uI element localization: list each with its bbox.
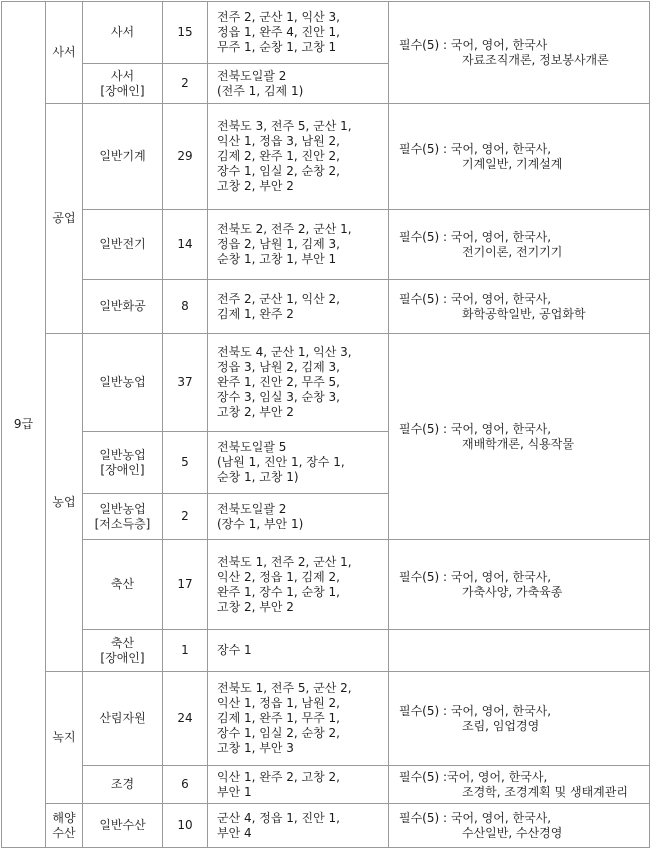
count-cell: 37 [163, 334, 208, 432]
subject-name: 일반농업 [장애인] [83, 432, 163, 494]
subject-name: 사서 [장애인] [83, 64, 163, 104]
subject-name: 일반전기 [83, 210, 163, 280]
elective-subjects: 조경학, 조경계획 및 생태계관리 [462, 784, 628, 799]
count-cell: 2 [163, 494, 208, 540]
table-row [2, 672, 650, 766]
table-row [2, 334, 650, 432]
subject-name: 일반기계 [83, 104, 163, 210]
regions-cell: 전주 2, 군산 1, 익산 3, 정읍 1, 완주 4, 진안 1, 무주 1, 순창 1, 고창 1 [208, 2, 389, 64]
elective-subjects: 자료조직개론, 정보봉사개론 [462, 52, 609, 67]
subject-name: 일반농업 [83, 334, 163, 432]
table-row [2, 2, 650, 64]
count-cell: 15 [163, 2, 208, 64]
required-subjects: 필수(5) : 국어, 영어, 한국사, [399, 810, 552, 825]
elective-subjects: 전기이론, 전기기기 [462, 244, 563, 259]
subject-name: 축산 [장애인] [83, 630, 163, 672]
series-fisheries: 해양 수산 [46, 804, 83, 848]
elective-subjects: 조림, 임업경영 [462, 718, 540, 733]
exam-subjects-cell [389, 280, 650, 334]
required-subjects: 필수(5) : 국어, 영어, 한국사, [399, 569, 552, 584]
required-subjects: 필수(5) :국어, 영어, 한국사, [399, 769, 548, 784]
elective-subjects: 화학공학일반, 공업화학 [462, 306, 586, 321]
table-row [2, 104, 650, 210]
exam-subjects-cell [389, 210, 650, 280]
regions-cell: 익산 1, 완주 2, 고창 2, 부안 1 [208, 766, 389, 804]
regions-cell: 군산 4, 정읍 1, 진안 1, 부안 4 [208, 804, 389, 848]
required-subjects: 필수(5) : 국어, 영어, 한국사, [399, 141, 552, 156]
regions-cell: 장수 1 [208, 630, 389, 672]
subject-name: 일반농업 [저소득층] [83, 494, 163, 540]
elective-subjects: 기계일반, 기계설계 [462, 156, 563, 171]
required-subjects: 필수(5) : 국어, 영어, 한국사, [399, 421, 552, 436]
regions-cell: 전주 2, 군산 1, 익산 2, 김제 1, 완주 2 [208, 280, 389, 334]
required-subjects: 필수(5) : 국어, 영어, 한국사, [399, 229, 552, 244]
elective-subjects: 수산일반, 수산경영 [462, 825, 563, 840]
subject-name: 일반수산 [83, 804, 163, 848]
exam-subjects-cell [389, 672, 650, 766]
regions-cell: 전북도 4, 군산 1, 익산 3, 정읍 3, 남원 2, 김제 3, 완주 1, 진안 2, 무주 5, 장수 3, 임실 3, 순창 3, 고창 2, 부안 2 [208, 334, 389, 432]
exam-subjects-cell [389, 104, 650, 210]
regions-cell: 전북도일괄 2 (전주 1, 김제 1) [208, 64, 389, 104]
required-subjects: 필수(5) : 국어, 영어, 한국사, [399, 703, 552, 718]
table-row [2, 210, 650, 280]
table-row [2, 280, 650, 334]
subject-name: 산림자원 [83, 672, 163, 766]
recruitment-table [1, 1, 650, 848]
exam-subjects-cell [389, 2, 650, 104]
table-row [2, 630, 650, 672]
count-cell: 14 [163, 210, 208, 280]
count-cell: 8 [163, 280, 208, 334]
exam-subjects-cell [389, 766, 650, 804]
subject-name: 축산 [83, 540, 163, 630]
regions-cell: 전북도일괄 5 (남원 1, 진안 1, 장수 1, 순창 1, 고창 1) [208, 432, 389, 494]
required-subjects: 필수(5) : 국어, 영어, 한국사, [399, 291, 552, 306]
count-cell: 10 [163, 804, 208, 848]
series-agriculture: 농업 [46, 334, 83, 672]
count-cell: 5 [163, 432, 208, 494]
table-row [2, 540, 650, 630]
count-cell: 17 [163, 540, 208, 630]
grade-cell: 9급 [2, 2, 46, 848]
table-row [2, 766, 650, 804]
table-row [2, 804, 650, 848]
elective-subjects: 가축사양, 가축육종 [462, 584, 563, 599]
regions-cell: 전북도 1, 전주 2, 군산 1, 익산 2, 정읍 1, 김제 2, 완주 1, 장수 1, 순창 1, 고창 2, 부안 2 [208, 540, 389, 630]
series-librarian: 사서 [46, 2, 83, 104]
exam-subjects-empty [389, 630, 650, 672]
required-subjects: 필수(5) : 국어, 영어, 한국사 [399, 37, 548, 52]
subject-name: 조경 [83, 766, 163, 804]
count-cell: 2 [163, 64, 208, 104]
count-cell: 24 [163, 672, 208, 766]
regions-cell: 전북도 2, 전주 2, 군산 1, 정읍 2, 남원 1, 김제 3, 순창 1, 고창 1, 부안 1 [208, 210, 389, 280]
exam-subjects-cell [389, 334, 650, 540]
count-cell: 6 [163, 766, 208, 804]
series-green: 녹지 [46, 672, 83, 804]
subject-name: 일반화공 [83, 280, 163, 334]
exam-subjects-cell [389, 540, 650, 630]
regions-cell: 전북도 3, 전주 5, 군산 1, 익산 1, 정읍 3, 남원 2, 김제 2, 완주 1, 진안 2, 장수 1, 임실 2, 순창 2, 고창 2, 부안 2 [208, 104, 389, 210]
count-cell: 29 [163, 104, 208, 210]
elective-subjects: 재배학개론, 식용작물 [462, 436, 574, 451]
series-industry: 공업 [46, 104, 83, 334]
regions-cell: 전북도일괄 2 (장수 1, 부안 1) [208, 494, 389, 540]
count-cell: 1 [163, 630, 208, 672]
exam-subjects-cell [389, 804, 650, 848]
subject-name: 사서 [83, 2, 163, 64]
regions-cell: 전북도 1, 전주 5, 군산 2, 익산 1, 정읍 1, 남원 2, 김제 1, 완주 1, 무주 1, 장수 1, 임실 2, 순창 2, 고창 1, 부안 3 [208, 672, 389, 766]
